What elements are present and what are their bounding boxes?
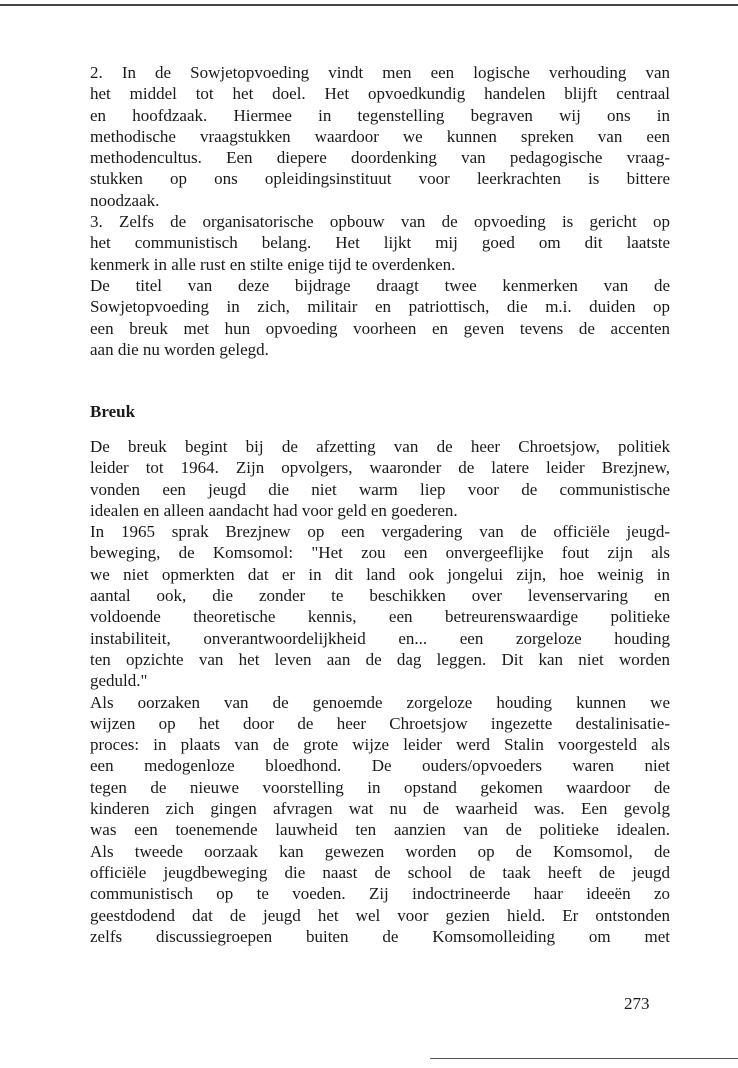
text-line: aantal ook, die zonder te beschikken over levenservaring en bbox=[90, 586, 670, 606]
text-line: methodencultus. Een diepere doordenking van pedagogische vraag- bbox=[90, 148, 670, 168]
text-line: methodische vraagstukken waardoor we kunnen spreken van een bbox=[90, 126, 670, 146]
text-line: het communistisch belang. Het lijkt mij goed om dit laatste bbox=[90, 233, 670, 253]
section-heading: Breuk bbox=[90, 402, 136, 421]
text-line: De titel van deze bijdrage draagt twee kenmerken van de bbox=[90, 275, 670, 295]
text-line: zelfs discussiegroepen buiten de Komsomolleiding om met bbox=[90, 926, 670, 946]
text-line: In 1965 sprak Brezjnew op een vergadering van de officiële jeugd- bbox=[90, 522, 670, 542]
text-line: kinderen zich gingen afvragen wat nu de waarheid was. Een gevolg bbox=[90, 799, 670, 819]
text-line: geestdodend dat de jeugd het wel voor gezien hield. Er ontstonden bbox=[90, 905, 670, 925]
bottom-scan-edge bbox=[430, 1058, 738, 1059]
text-line: het middel tot het doel. Het opvoedkundig handelen blijft centraal bbox=[90, 84, 670, 104]
text-line: een breuk met hun opvoeding voorheen en geven tevens de accenten bbox=[90, 318, 670, 338]
text-line: 2. In de Sowjetopvoeding vindt men een logische verhouding van bbox=[90, 63, 670, 82]
text-line: aan die nu worden gelegd. bbox=[90, 339, 269, 359]
text-line: stukken op ons opleidingsinstituut voor leerkrachten is bittere bbox=[90, 169, 670, 189]
text-line: communistisch op te voeden. Zij indoctrineerde haar ideeën zo bbox=[90, 884, 670, 904]
text-line: Als tweede oorzaak kan gewezen worden op de Komsomol, de bbox=[90, 841, 670, 861]
text-line: we niet opmerkten dat er in dit land ook jongelui zijn, hoe weinig in bbox=[90, 564, 670, 584]
text-line: idealen en alleen aandacht had voor geld en goederen. bbox=[90, 500, 458, 520]
text-line: Sowjetopvoeding in zich, militair en patriottisch, die m.i. duiden op bbox=[90, 297, 670, 317]
page-number: 273 bbox=[624, 994, 650, 1013]
text-line: kenmerk in alle rust en stilte enige tijd te overdenken. bbox=[90, 254, 456, 274]
text-line: wijzen op het door de heer Chroetsjow ingezette destalinisatie- bbox=[90, 713, 670, 733]
text-line: was een toenemende lauwheid ten aanzien van de politieke idealen. bbox=[90, 820, 670, 840]
top-scan-edge bbox=[0, 4, 738, 6]
paragraph-block-breuk bbox=[90, 436, 670, 947]
text-line: Als oorzaken van de genoemde zorgeloze houding kunnen we bbox=[90, 692, 670, 712]
text-line: leider tot 1964. Zijn opvolgers, waaronder de latere leider Brezjnew, bbox=[90, 458, 670, 478]
text-line: beweging, de Komsomol: "Het zou een onvergeeflijke fout zijn als bbox=[90, 543, 670, 563]
text-line: geduld." bbox=[90, 671, 148, 691]
text-line: een medogenloze bloedhond. De ouders/opvoeders waren niet bbox=[90, 756, 670, 776]
text-line: proces: in plaats van de grote wijze leider werd Stalin voorgesteld als bbox=[90, 735, 670, 755]
text-line: 3. Zelfs de organisatorische opbouw van de opvoeding is gericht op bbox=[90, 212, 670, 232]
text-line: voldoende theoretische kennis, een betreurenswaardige politieke bbox=[90, 607, 670, 627]
text-line: officiële jeugdbeweging die naast de school de taak heeft de jeugd bbox=[90, 862, 670, 882]
text-line: vonden een jeugd die niet warm liep voor de communistische bbox=[90, 479, 670, 499]
paragraph-block-intro bbox=[90, 62, 670, 360]
text-line: instabiliteit, onverantwoordelijkheid en... een zorgeloze houding bbox=[90, 628, 670, 648]
text-line: noodzaak. bbox=[90, 190, 160, 210]
text-line: tegen de nieuwe voorstelling in opstand gekomen waardoor de bbox=[90, 777, 670, 797]
text-line: De breuk begint bij de afzetting van de heer Chroetsjow, politiek bbox=[90, 437, 670, 456]
text-line: ten opzichte van het leven aan de dag leggen. Dit kan niet worden bbox=[90, 649, 670, 669]
text-line: en hoofdzaak. Hiermee in tegenstelling begraven wij ons in bbox=[90, 105, 670, 125]
